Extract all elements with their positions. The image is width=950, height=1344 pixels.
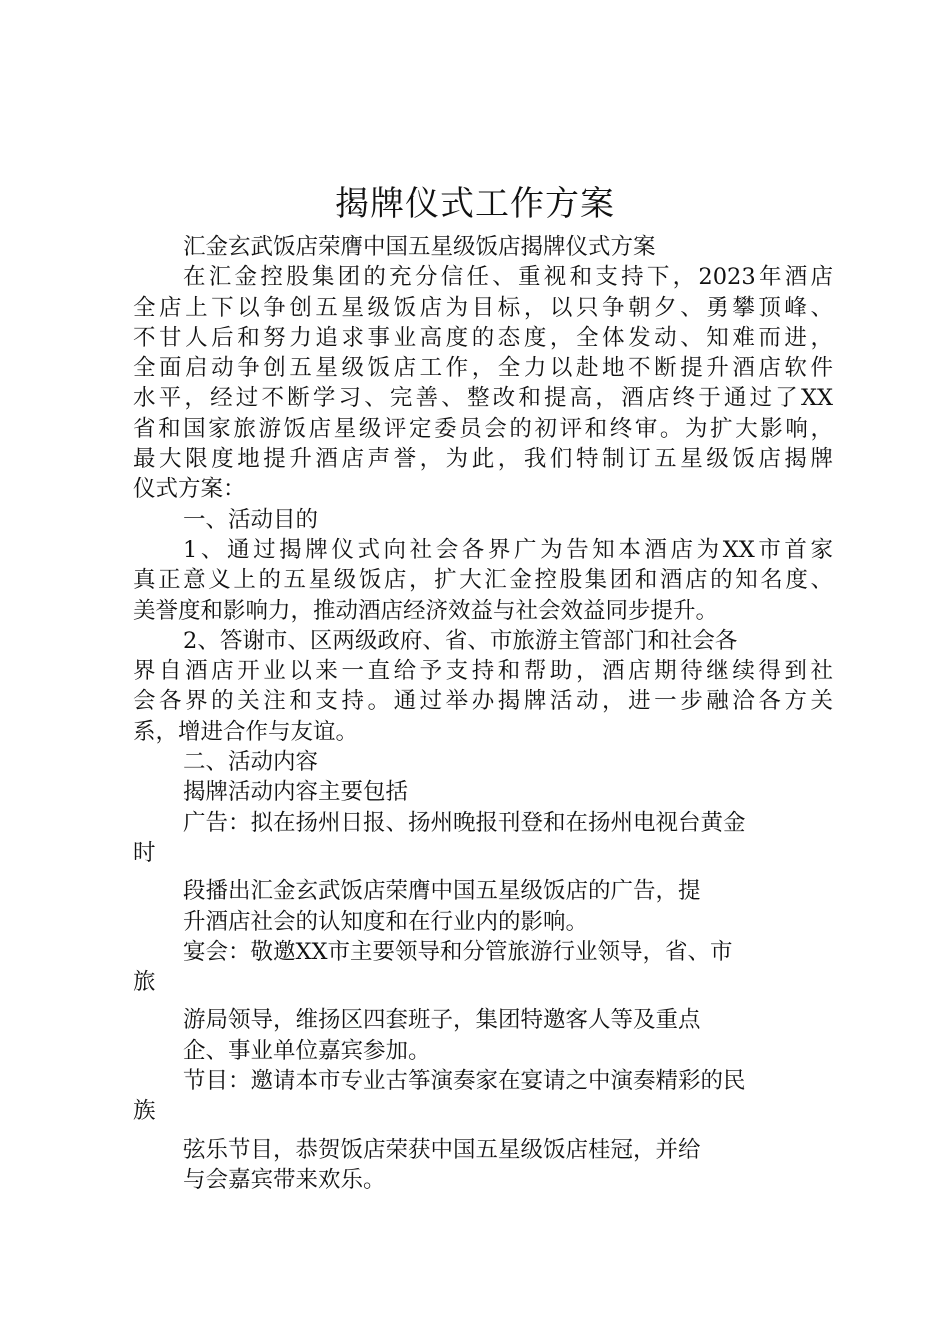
- text-line: 全店上下以争创五星级饭店为目标，以只争朝夕、勇攀顶峰、: [133, 294, 833, 321]
- text-line: 1、通过揭牌仪式向社会各界广为告知本酒店为XX市首家: [183, 536, 833, 563]
- text-line: 揭牌活动内容主要包括: [183, 779, 409, 806]
- document-body: [133, 232, 833, 1195]
- text-line: 企、事业单位嘉宾参加。: [183, 1037, 431, 1064]
- text-line: 族: [133, 1098, 156, 1125]
- text-line: 2、答谢市、区两级政府、省、市旅游主管部门和社会各: [183, 627, 738, 654]
- text-line: 宴会：敬邀XX市主要领导和分管旅游行业领导，省、市: [183, 938, 733, 965]
- text-line: 旅: [133, 969, 156, 996]
- text-line: 段播出汇金玄武饭店荣膺中国五星级饭店的广告，提: [183, 878, 701, 905]
- text-line: 与会嘉宾带来欢乐。: [183, 1166, 386, 1193]
- text-line: 全面启动争创五星级饭店工作，全力以赴地不断提升酒店软件: [133, 355, 833, 382]
- section-heading: 二、活动内容: [183, 749, 319, 776]
- text-line: 升酒店社会的认知度和在行业内的影响。: [183, 908, 589, 935]
- text-line: 仪式方案：: [133, 476, 246, 503]
- text-line: 广告：拟在扬州日报、扬州晚报刊登和在扬州电视台黄金: [183, 809, 746, 836]
- subtitle-line: 汇金玄武饭店荣膺中国五星级饭店揭牌仪式方案: [183, 234, 656, 260]
- text-line: 在汇金控股集团的充分信任、重视和支持下，2023年酒店: [183, 264, 833, 291]
- text-line: 美誉度和影响力，推动酒店经济效益与社会效益同步提升。: [133, 597, 719, 624]
- section-heading: 一、活动目的: [183, 506, 319, 533]
- text-line: 真正意义上的五星级饭店，扩大汇金控股集团和酒店的知名度、: [133, 567, 833, 594]
- text-line: 不甘人后和努力追求事业高度的态度，全体发动、知难而进，: [133, 324, 833, 351]
- text-line: 最大限度地提升酒店声誉，为此，我们特制订五星级饭店揭牌: [133, 446, 833, 473]
- text-line: 游局领导，维扬区四套班子，集团特邀客人等及重点: [183, 1007, 701, 1034]
- text-line: 节目：邀请本市专业古筝演奏家在宴请之中演奏精彩的民: [183, 1068, 746, 1095]
- page-title: 揭牌仪式工作方案: [335, 184, 615, 224]
- text-line: 省和国家旅游饭店星级评定委员会的初评和终审。为扩大影响，: [133, 415, 833, 442]
- text-line: 弦乐节目，恭贺饭店荣获中国五星级饭店桂冠，并给: [183, 1136, 701, 1163]
- text-line: 水平，经过不断学习、完善、整改和提高，酒店终于通过了XX: [133, 385, 833, 412]
- text-line: 时: [133, 839, 156, 866]
- text-line: 会各界的关注和支持。通过举办揭牌活动，进一步融洽各方关: [133, 688, 833, 715]
- text-line: 系，增进合作与友谊。: [133, 718, 359, 745]
- text-line: 界自酒店开业以来一直给予支持和帮助，酒店期待继续得到社: [133, 658, 833, 685]
